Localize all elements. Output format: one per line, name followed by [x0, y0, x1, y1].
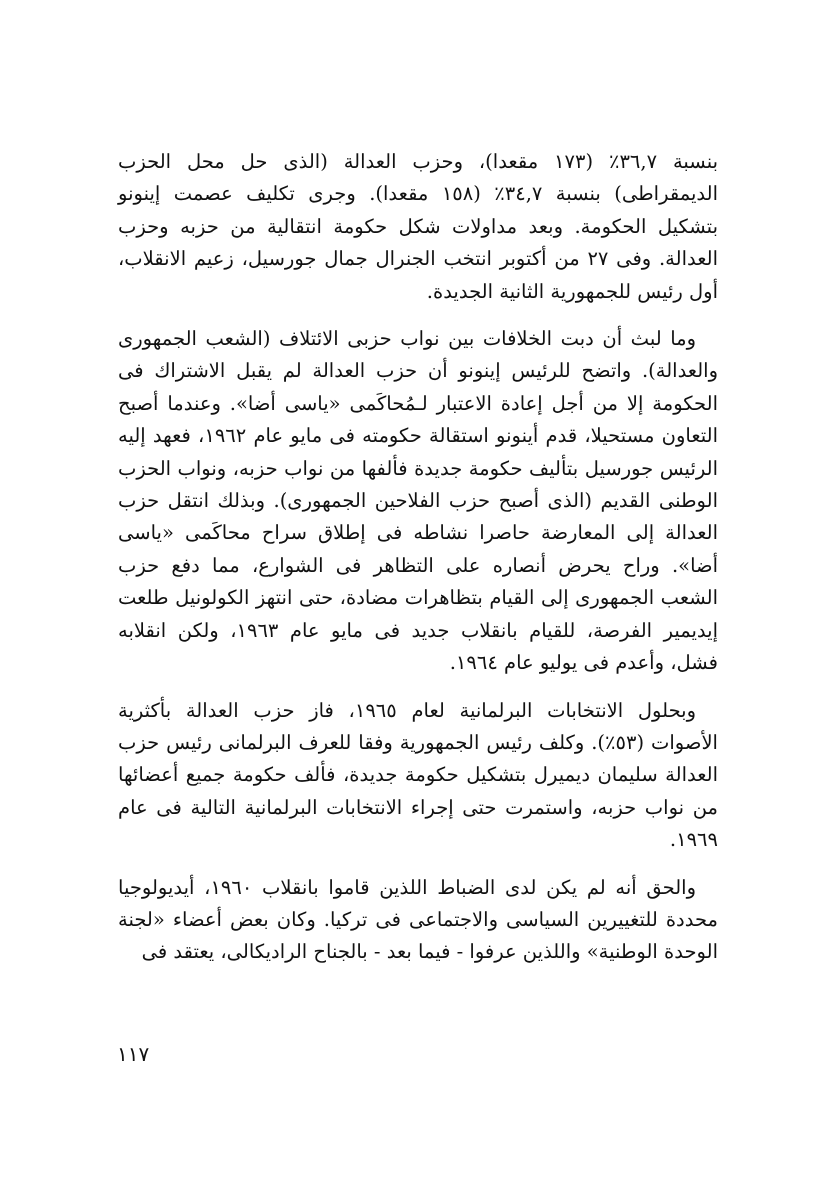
paragraph-3: وبحلول الانتخابات البرلمانية لعام ١٩٦٥، فاز حزب العدالة بأكثرية الأصوات (٥٣٪). وكلف رئيس الجمهورية وفقا للعرف البرلمانى رئيس حزب العدالة سليمان ديميرل بتشكيل حكومة جديدة، فألف حكومة جميع أعضائها من نواب حزبه، واستمرت حتى إجراء الانتخابات البرلمانية التالية فى عام ١٩٦٩. [118, 698, 718, 852]
paragraph-2: وما لبث أن دبت الخلافات بين نواب حزبى الائتلاف (الشعب الجمهورى والعدالة). واتضح للرئيس إينونو أن حزب العدالة لم يقبل الاشتراك فى الحكومة إلا من أجل إعادة الاعتبار لـمُحاكَمى «ياسى أضا». وعندما أصبح التعاون مستحيلا، قدم أينونو استقالة حكومته فى مايو عام ١٩٦٢، فعهد إليه الرئيس جورسيل بتأليف حكومة جديدة فألفها من نواب حزبه، ونواب الحزب الوطنى القديم (الذى أصبح حزب الفلاحين الجمهورى). وبذلك انتقل حزب العدالة إلى المعارضة حاصرا نشاطه فى إطلاق سراح محاكَمى «ياسى أضا». وراح يحرض أنصاره على التظاهر فى الشوارع، مما دفع حزب الشعب الجمهورى إلى القيام بتظاهرات مضادة، حتى انتهز الكولونيل طلعت إيديمير الفرصة، للقيام بانقلاب جديد فى مايو عام ١٩٦٣، ولكن انقلابه فشل، وأعدم فى يوليو عام ١٩٦٤. [118, 327, 719, 675]
body-text [118, 146, 718, 984]
paragraph-4: والحق أنه لم يكن لدى الضباط اللذين قاموا بانقلاب ١٩٦٠، أيديولوجيا محددة للتغييرين السياسى والاجتماعى فى تركيا. وكان بعض أعضاء «لجنة الوحدة الوطنية» واللذين عرفوا - فيما بعد - بالجناح الراديكالى، يعتقد فى [118, 875, 718, 964]
page-number: ١١٧ [117, 1042, 150, 1066]
paragraph-1: بنسبة ٣٦,٧٪ (١٧٣ مقعدا)، وحزب العدالة (الذى حل محل الحزب الديمقراطى) بنسبة ٣٤,٧٪ (١٥٨ مقعدا). وجرى تكليف عصمت إينونو بتشكيل الحكومة. وبعد مداولات شكل حكومة انتقالية من حزبه وحزب العدالة. وفى ٢٧ من أكتوبر انتخب الجنرال جمال جورسيل، زعيم الانقلاب، أول رئيس للجمهورية الثانية الجديدة. [118, 150, 719, 303]
